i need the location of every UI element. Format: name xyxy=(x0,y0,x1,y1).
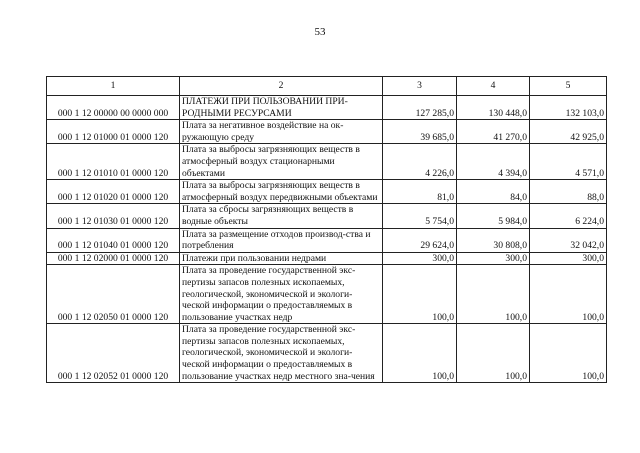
value-year3-cell: 42 925,0 xyxy=(530,120,607,144)
value-year2-cell: 100,0 xyxy=(457,265,530,324)
column-header: 1 xyxy=(47,77,180,96)
value-year3-cell: 4 571,0 xyxy=(530,144,607,180)
table-row xyxy=(47,324,607,383)
column-header: 2 xyxy=(180,77,383,96)
description-cell: Плата за размещение отходов производ-ства и потребления xyxy=(180,228,383,252)
value-year3-cell: 300,0 xyxy=(530,252,607,265)
budget-code-cell: 000 1 12 01040 01 0000 120 xyxy=(47,228,180,252)
value-year1-cell: 5 754,0 xyxy=(383,204,457,228)
description-cell: Плата за негативное воздействие на ок-ружающую среду xyxy=(180,120,383,144)
value-year3-cell: 88,0 xyxy=(530,180,607,204)
column-header: 5 xyxy=(530,77,607,96)
budget-code-cell: 000 1 12 01010 01 0000 120 xyxy=(47,144,180,180)
value-year2-cell: 300,0 xyxy=(457,252,530,265)
description-cell: ПЛАТЕЖИ ПРИ ПОЛЬЗОВАНИИ ПРИ-РОДНЫМИ РЕСУРСАМИ xyxy=(180,96,383,120)
value-year2-cell: 30 808,0 xyxy=(457,228,530,252)
table-row xyxy=(47,204,607,228)
column-header: 3 xyxy=(383,77,457,96)
value-year1-cell: 127 285,0 xyxy=(383,96,457,120)
table-row xyxy=(47,265,607,324)
value-year3-cell: 100,0 xyxy=(530,265,607,324)
value-year2-cell: 130 448,0 xyxy=(457,96,530,120)
table-row xyxy=(47,252,607,265)
table-row xyxy=(47,180,607,204)
column-header: 4 xyxy=(457,77,530,96)
value-year2-cell: 41 270,0 xyxy=(457,120,530,144)
value-year1-cell: 4 226,0 xyxy=(383,144,457,180)
value-year3-cell: 132 103,0 xyxy=(530,96,607,120)
table-row xyxy=(47,228,607,252)
description-cell: Платежи при пользовании недрами xyxy=(180,252,383,265)
budget-code-cell: 000 1 12 02000 01 0000 120 xyxy=(47,252,180,265)
table-row xyxy=(47,96,607,120)
budget-code-cell: 000 1 12 02050 01 0000 120 xyxy=(47,265,180,324)
description-cell: Плата за сбросы загрязняющих веществ в водные объекты xyxy=(180,204,383,228)
description-cell: Плата за проведение государственной экс-пертизы запасов полезных ископаемых, геологической, экономической и экологи-ческой информации о предоставляемых в пользование участках недр xyxy=(180,265,383,324)
value-year3-cell: 6 224,0 xyxy=(530,204,607,228)
description-cell: Плата за проведение государственной экс-пертизы запасов полезных ископаемых, геологической, экономической и экологи-ческой информации о предоставляемых в пользование участках недр местного зна-чения xyxy=(180,324,383,383)
value-year1-cell: 100,0 xyxy=(383,324,457,383)
value-year3-cell: 32 042,0 xyxy=(530,228,607,252)
budget-code-cell: 000 1 12 01030 01 0000 120 xyxy=(47,204,180,228)
budget-code-cell: 000 1 12 01000 01 0000 120 xyxy=(47,120,180,144)
description-cell: Плата за выбросы загрязняющих веществ в атмосферный воздух передвижными объектами xyxy=(180,180,383,204)
table-header-row xyxy=(47,77,607,96)
value-year1-cell: 29 624,0 xyxy=(383,228,457,252)
budget-code-cell: 000 1 12 02052 01 0000 120 xyxy=(47,324,180,383)
value-year2-cell: 84,0 xyxy=(457,180,530,204)
value-year1-cell: 100,0 xyxy=(383,265,457,324)
value-year2-cell: 100,0 xyxy=(457,324,530,383)
value-year1-cell: 81,0 xyxy=(383,180,457,204)
value-year1-cell: 300,0 xyxy=(383,252,457,265)
revenue-table xyxy=(46,76,607,383)
table-row xyxy=(47,120,607,144)
value-year3-cell: 100,0 xyxy=(530,324,607,383)
table-row xyxy=(47,144,607,180)
value-year2-cell: 4 394,0 xyxy=(457,144,530,180)
value-year1-cell: 39 685,0 xyxy=(383,120,457,144)
description-cell: Плата за выбросы загрязняющих веществ в атмосферный воздух стационарными объектами xyxy=(180,144,383,180)
budget-code-cell: 000 1 12 00000 00 0000 000 xyxy=(47,96,180,120)
value-year2-cell: 5 984,0 xyxy=(457,204,530,228)
budget-code-cell: 000 1 12 01020 01 0000 120 xyxy=(47,180,180,204)
page-number: 53 xyxy=(314,26,326,38)
